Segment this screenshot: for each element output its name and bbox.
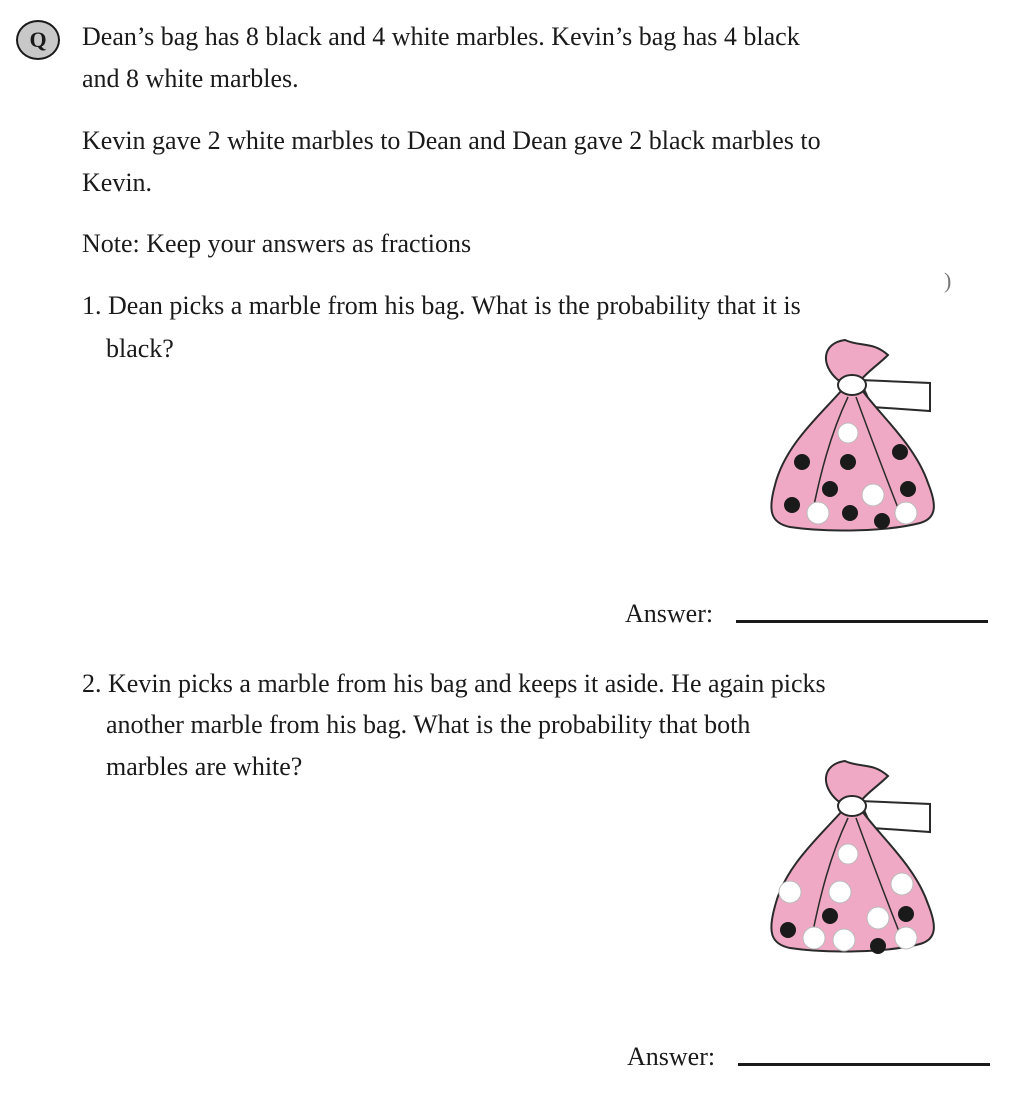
intro-line-4: Kevin. xyxy=(82,168,153,197)
marble-white xyxy=(895,927,917,949)
intro-line-2: and 8 white marbles. xyxy=(82,64,299,93)
marble-white xyxy=(838,423,858,443)
marble-black xyxy=(892,444,908,460)
question-2-line-1: 2. Kevin picks a marble from his bag and keeps it aside. He again picks xyxy=(82,669,826,698)
question-2-line-3: marbles are white? xyxy=(106,752,303,781)
marble-black xyxy=(898,906,914,922)
marble-black xyxy=(794,454,810,470)
marble-black xyxy=(780,922,796,938)
marble-bag-icon xyxy=(760,756,935,956)
marble-black xyxy=(874,513,890,529)
intro-line-1: Dean’s bag has 8 black and 4 white marbles. Kevin’s bag has 4 black xyxy=(82,22,800,51)
marble-white xyxy=(803,927,825,949)
marble-black xyxy=(840,454,856,470)
marble-white xyxy=(838,844,858,864)
stray-mark: ) xyxy=(944,268,952,293)
question-2-line-2: another marble from his bag. What is the probability that both xyxy=(106,710,751,739)
marble-white xyxy=(807,502,829,524)
marble-white xyxy=(833,929,855,951)
marble-white xyxy=(895,502,917,524)
question-badge: Q xyxy=(16,20,60,60)
marble-black xyxy=(822,481,838,497)
intro-line-3: Kevin gave 2 white marbles to Dean and Dean gave 2 black marbles to xyxy=(82,126,821,155)
answer-2-field[interactable] xyxy=(738,1063,990,1066)
marble-white xyxy=(779,881,801,903)
marble-white xyxy=(891,873,913,895)
marble-white xyxy=(862,484,884,506)
marble-black xyxy=(842,505,858,521)
marble-white xyxy=(867,907,889,929)
question-1-line-2: black? xyxy=(106,334,174,363)
marble-black xyxy=(900,481,916,497)
marble-bag-icon xyxy=(760,335,935,535)
answer-2-label: Answer: xyxy=(627,1042,716,1071)
marble-black xyxy=(870,938,886,954)
marble-black xyxy=(784,497,800,513)
note-text: Note: Keep your answers as fractions xyxy=(82,229,472,258)
answer-1-field[interactable] xyxy=(736,620,988,623)
marble-white xyxy=(829,881,851,903)
question-1-line-1: 1. Dean picks a marble from his bag. What is the probability that it is xyxy=(82,291,801,320)
marble-black xyxy=(822,908,838,924)
answer-1-label: Answer: xyxy=(625,599,714,628)
